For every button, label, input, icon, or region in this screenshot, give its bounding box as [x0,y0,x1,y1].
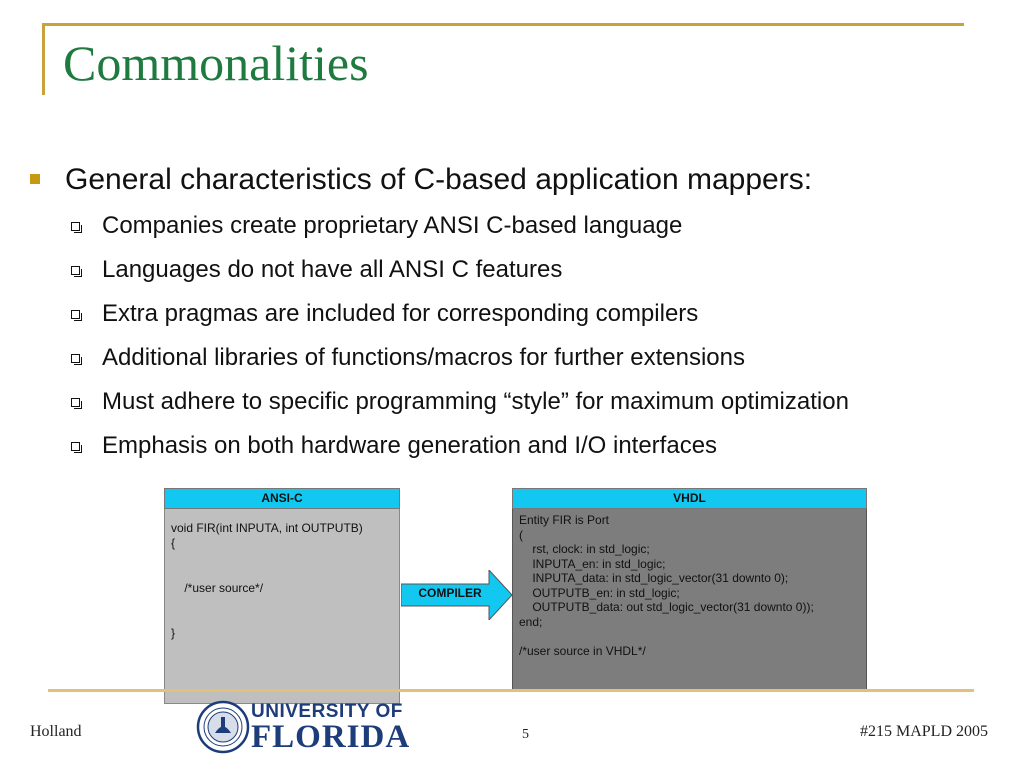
sub-bullet-list [30,204,1010,468]
code-line: { [171,536,176,550]
sub-bullet-text: Extra pragmas are included for corresponding compilers [102,300,699,327]
code-line: ( [519,527,523,542]
slide-title: Commonalities [63,35,369,91]
main-bullet-text: General characteristics of C-based application mappers: [65,163,813,196]
hollow-square-bullet-icon [71,398,80,407]
footer-conference: #215 MAPLD 2005 [859,723,988,740]
code-line [171,611,393,626]
ansi-c-code [164,509,400,704]
code-line: } [171,626,176,640]
university-logo [196,700,412,758]
code-line: end; [519,614,543,629]
sub-bullet-text: Additional libraries of functions/macros for further extensions [102,344,745,371]
code-line: INPUTA_en: in std_logic; [519,556,666,571]
sub-bullet [30,292,1010,336]
compiler-label: COMPILER [418,586,482,600]
sub-bullet-text: Companies create proprietary ANSI C-based language [102,212,683,239]
code-line: INPUTA_data: in std_logic_vector(31 downto 0); [519,571,789,585]
footer-divider [48,689,974,692]
square-bullet-icon [30,174,40,184]
sub-bullet-text: Must adhere to specific programming “style” for maximum optimization [102,388,849,415]
code-line: /*user source*/ [171,581,264,595]
code-line: Entity FIR is Port [519,513,610,527]
code-line: void FIR(int INPUTA, int OUTPUTB) [171,521,363,535]
sub-bullet [30,248,1010,292]
logo-line-2: FLORIDA [251,719,411,755]
page-number: 5 [522,727,529,742]
sub-bullet-text: Languages do not have all ANSI C features [102,256,563,283]
code-line: rst, clock: in std_logic; [519,542,650,556]
code-line: OUTPUTB_en: in std_logic; [519,585,680,600]
code-line [171,566,393,581]
hollow-square-bullet-icon [71,442,80,451]
sub-bullet [30,204,1010,248]
footer-author: Holland [30,723,82,740]
vhdl-box [512,488,867,690]
code-line [171,551,393,566]
logo-line-1: UNIVERSITY OF [251,701,403,722]
sub-bullet [30,424,1010,468]
frame-left-line [42,25,45,95]
ansi-c-header: ANSI-C [164,488,400,509]
hollow-square-bullet-icon [71,266,80,275]
hollow-square-bullet-icon [71,310,80,319]
sub-bullet [30,380,1010,424]
sub-bullet [30,336,1010,380]
ansi-c-box [164,488,400,704]
code-line: /*user source in VHDL*/ [519,643,646,658]
hollow-square-bullet-icon [71,222,80,231]
sub-bullet-text: Emphasis on both hardware generation and I/O interfaces [102,432,718,459]
code-line: OUTPUTB_data: out std_logic_vector(31 downto 0)); [519,600,814,614]
code-line [519,629,860,644]
main-bullet [30,160,1010,200]
frame-top-line [42,23,964,26]
vhdl-code [512,509,867,690]
hollow-square-bullet-icon [71,354,80,363]
university-seal-icon [196,700,250,754]
code-line [171,596,393,611]
vhdl-header: VHDL [512,488,867,509]
bullet-list [30,160,1010,468]
